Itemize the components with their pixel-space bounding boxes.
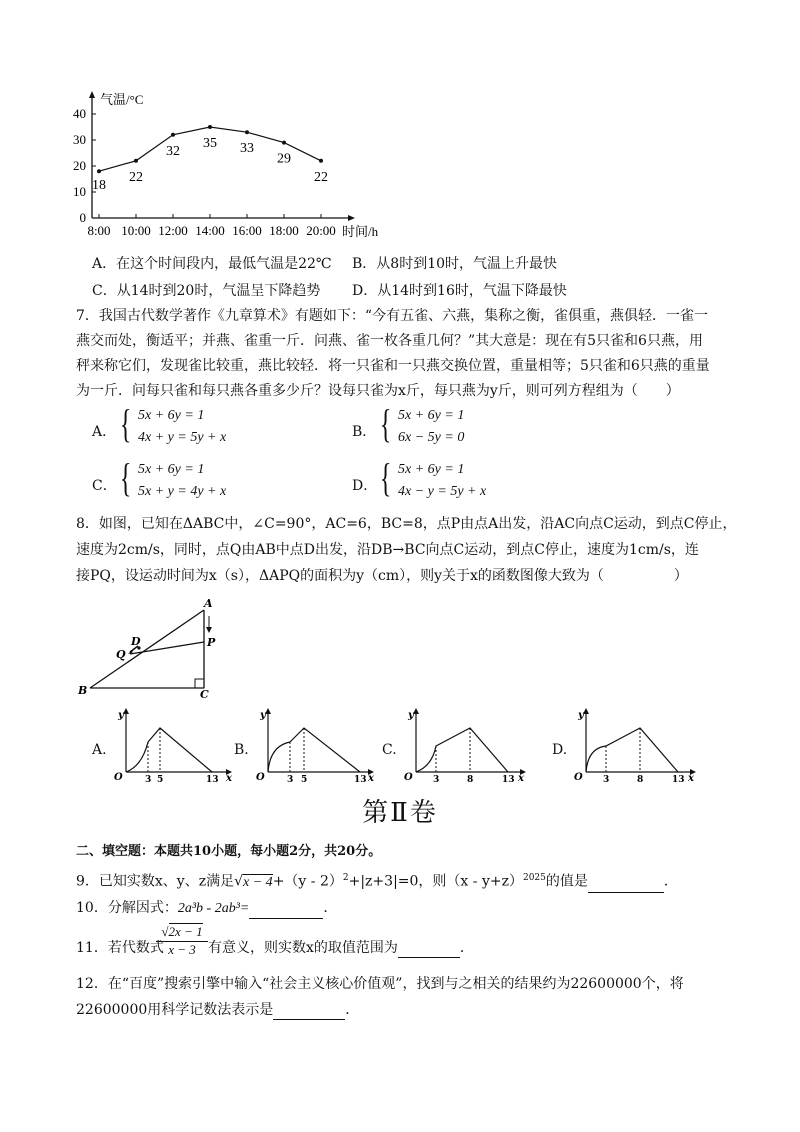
y-label: y: [408, 710, 414, 721]
q9-dot: ．: [663, 873, 678, 890]
q7-text-line2: 燕交而处，衡适平；并燕、雀重一斤．问燕、雀一枚各重几何？”其大意是：现在有5只雀和6只燕，用: [76, 333, 703, 349]
tick-label: 13: [354, 775, 367, 782]
equation: 6x − 5y = 0: [398, 430, 465, 445]
tick-label: 13: [672, 775, 685, 782]
tick-label: 3: [433, 775, 440, 782]
data-point: [319, 159, 323, 163]
data-label: 22: [314, 169, 328, 185]
equation: 5x + y = 4y + x: [138, 484, 227, 499]
side-ab: [90, 610, 204, 688]
q8-text-line3: 接PQ，设运动时间为x（s），ΔAPQ的面积为y（cm），则y关于x的函数图像大致为（ ）: [76, 568, 688, 584]
data-label: 33: [240, 141, 254, 157]
y-arrow-icon: [265, 708, 271, 714]
q10-answer-blank[interactable]: [249, 902, 323, 919]
label-q: Q: [116, 648, 126, 661]
tick-label: 5: [301, 775, 308, 782]
q10-dot: ．: [323, 900, 338, 916]
x-tick-label: 16:00: [232, 223, 262, 238]
data-label: 18: [92, 178, 106, 194]
section-title: 第Ⅱ卷: [362, 798, 438, 828]
y-arrow-icon: [413, 708, 419, 714]
data-point: [245, 130, 249, 134]
y-arrow-icon: [89, 91, 95, 98]
q7-option-d-label[interactable]: D．: [352, 478, 378, 494]
equation: 5x + 6y = 1: [138, 462, 205, 477]
x-arrow-icon: [348, 215, 355, 221]
q7-text-line1: 7．我国古代数学著作《九章算术》有题如下：“今有五雀、六燕，集称之衡，雀俱重，燕俱轻．一雀一: [76, 308, 709, 324]
x-label: x: [368, 773, 374, 782]
data-label: 35: [203, 136, 217, 151]
tick-label: 8: [467, 775, 474, 782]
triangle-figure: [72, 596, 222, 700]
y-arrow-icon: [583, 708, 589, 714]
segment-pq: [130, 642, 204, 654]
q6-option-c[interactable]: C．从14时到20时，气温呈下降趋势: [92, 283, 321, 299]
q9-answer-blank[interactable]: [588, 876, 664, 893]
q11-post: 有意义，则实数x的取值范围为: [208, 940, 398, 956]
q8-option-a-label[interactable]: A.: [92, 742, 107, 758]
origin-label: O: [574, 772, 583, 782]
q11-answer-blank[interactable]: [398, 941, 460, 958]
sqrt-icon: √: [161, 924, 169, 939]
temperature-chart: [60, 88, 400, 248]
data-point: [134, 159, 138, 163]
y-tick-label: 10: [73, 184, 86, 199]
y-tick-label: 20: [73, 158, 86, 173]
equation: 4x − y = 5y + x: [398, 484, 487, 499]
x-label: x: [688, 773, 694, 782]
equation: 5x + 6y = 1: [398, 462, 465, 477]
q9-end: 的值是: [545, 873, 588, 890]
q9-radicand: x − 4: [243, 874, 273, 890]
x-label: x: [226, 773, 232, 782]
y-tick-label: 0: [79, 210, 86, 225]
data-label: 22: [129, 169, 143, 185]
y-label: y: [260, 710, 266, 721]
q7-option-d-system[interactable]: { 5x + 6y = 1 4x − y = 5y + x: [379, 455, 487, 500]
q7-text-line4: 为一斤．问每只雀和每只燕各重多少斤？设每只雀为x斤，每只燕为y斤，则可列方程组为（ ）: [76, 383, 680, 399]
graph-curve: [126, 728, 212, 772]
tick-label: 3: [287, 775, 294, 782]
label-b: B: [78, 684, 88, 697]
q7-text-line3: 秤来称它们，发现雀比较重，燕比较轻．将一只雀和一只燕交换位置，重量相等；5只雀和6只燕的重量: [76, 358, 710, 374]
q9-pre: 9．已知实数x、y、z满足: [76, 873, 235, 890]
q8-option-d-label[interactable]: D.: [552, 742, 568, 758]
q8-option-d-graph[interactable]: [574, 706, 698, 782]
data-label: 29: [277, 151, 291, 167]
graph-curve: [268, 728, 360, 772]
q10-expr: 2a³b - 2ab³=: [177, 901, 250, 916]
q8-option-a-graph[interactable]: [114, 706, 234, 782]
tick-label: 8: [637, 775, 644, 782]
data-point: [208, 125, 212, 129]
q9-post: +|z+3|=0，则（x - y+z）: [348, 873, 523, 890]
y-label: y: [578, 710, 584, 721]
q11-post-line: [208, 938, 474, 958]
x-tick-label: 12:00: [158, 223, 188, 238]
graph-curve: [416, 728, 508, 772]
label-a: A: [204, 597, 213, 610]
q11-denominator: x − 3: [168, 942, 196, 957]
q12-line2: 22600000用科学记数法表示是: [76, 1002, 274, 1018]
origin-label: O: [256, 772, 265, 782]
tick-label: 13: [502, 775, 515, 782]
tick-label: 13: [206, 775, 219, 782]
x-tick-label: 8:00: [87, 223, 111, 238]
q7-option-a-label[interactable]: A．: [92, 424, 117, 440]
q11-numerator: [156, 924, 208, 942]
label-c: C: [200, 688, 209, 700]
arrow-down-icon: [206, 627, 212, 633]
q6-option-b[interactable]: B．从8时到10时，气温上升最快: [352, 256, 558, 272]
q7-option-b-system[interactable]: { 5x + 6y = 1 6x − 5y = 0: [379, 401, 465, 446]
q7-option-c-system[interactable]: { 5x + 6y = 1 5x + y = 4y + x: [119, 455, 227, 500]
q8-text-line2: 速度为2cm/s，同时，点Q由AB中点D出发，沿DB→BC向点C运动，到点C停止，速度为1cm/s，连: [76, 542, 699, 558]
right-angle-mark: [195, 679, 204, 688]
q8-option-b-graph[interactable]: [256, 706, 376, 782]
q8-option-b-label[interactable]: B.: [234, 742, 249, 758]
data-label: 32: [166, 143, 180, 159]
q8-text-line1: 8．如图，已知在ΔABC中，∠C=90°，AC=6，BC=8，点P由点A出发，沿AC向点C运动，到点C停止，: [76, 516, 737, 532]
equation: 4x + y = 5y + x: [138, 430, 227, 445]
sqrt-icon: √: [234, 873, 244, 890]
y-axis-label: 气温/°C: [100, 92, 144, 107]
x-tick-label: 18:00: [269, 223, 299, 238]
q9-sup2: 2025: [522, 873, 546, 883]
origin-label: O: [114, 772, 123, 782]
label-d: D: [131, 635, 141, 648]
q11-pre: 11．若代数式: [76, 940, 164, 956]
q10-pre: 10．分解因式：: [76, 900, 178, 916]
data-point: [97, 169, 101, 173]
q12-answer-blank[interactable]: [273, 1003, 345, 1020]
q9-sup: 2: [342, 873, 349, 883]
x-tick-label: 10:00: [121, 223, 151, 238]
q10-text: [76, 898, 760, 919]
q6-option-d[interactable]: D．从14时到16时，气温下降最快: [352, 283, 567, 299]
q8-option-c-graph[interactable]: [404, 706, 528, 782]
equation: 5x + 6y = 1: [398, 408, 465, 423]
part2-heading: 二、填空题：本题共10小题，每小题2分，共20分。: [76, 844, 382, 859]
q7-option-a-system[interactable]: { 5x + 6y = 1 4x + y = 5y + x: [119, 401, 227, 446]
q12-dot: ．: [345, 1002, 360, 1018]
tick-label: 3: [603, 775, 610, 782]
label-p: P: [207, 636, 216, 649]
graph-curve: [586, 728, 678, 772]
tick-label: 3: [145, 775, 152, 782]
equation: 5x + 6y = 1: [138, 408, 205, 423]
data-point: [282, 141, 286, 145]
x-tick-label: 20:00: [306, 223, 336, 238]
q11-dot: ．: [459, 940, 474, 956]
data-point: [171, 133, 175, 137]
q12-text-line1: 12．在“百度”搜索引擎中输入“社会主义核心价值观”，找到与之相关的结果约为22600000个，将: [76, 976, 684, 992]
q11-num-text: 2x − 1: [168, 924, 203, 939]
q8-option-c-label[interactable]: C.: [382, 742, 397, 758]
q11-fraction: [156, 924, 208, 958]
q9-text: [76, 868, 760, 893]
tick-label: 5: [157, 775, 164, 782]
q7-option-c-label[interactable]: C．: [92, 478, 117, 494]
y-arrow-icon: [123, 708, 129, 714]
q6-option-a[interactable]: A．在这个时间段内，最低气温是22℃: [92, 256, 332, 272]
y-tick-label: 40: [73, 106, 86, 121]
origin-label: O: [404, 772, 413, 782]
q9-mid: +（y - 2）: [272, 873, 343, 890]
y-tick-label: 30: [73, 132, 86, 147]
q12-text-line2: [76, 1000, 760, 1020]
x-label: x: [518, 773, 524, 782]
y-label: y: [118, 710, 124, 721]
x-axis-label: 时间/h: [342, 224, 379, 239]
q7-option-b-label[interactable]: B．: [352, 424, 377, 440]
x-tick-label: 14:00: [195, 223, 225, 238]
